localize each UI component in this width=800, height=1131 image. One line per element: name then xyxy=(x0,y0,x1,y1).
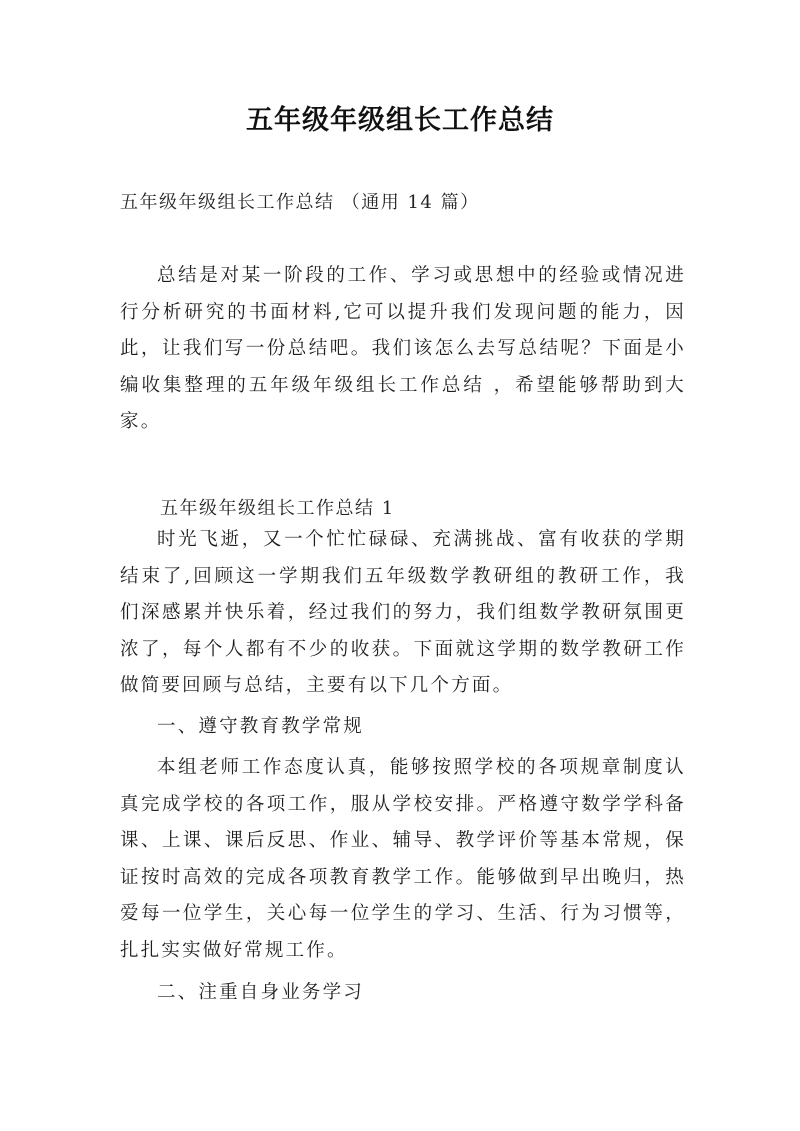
point-paragraph: 本组老师工作态度认真，能够按照学校的各项规章制度认真完成学校的各项工作，服从学校安排。严格遵守数学学科备课、上课、课后反思、作业、辅导、教学评价等基本常规，保证按时高效的完成各项教育教学工作。能够做到早出晚归，热爱每一位学生，关心每一位学生的学习、生活、行为习惯等，扎扎实实做好常规工作。 xyxy=(120,757,686,961)
section-heading: 五年级年级组长工作总结 1 xyxy=(160,498,395,519)
point-heading: 二、注重自身业务学习 xyxy=(157,982,365,1003)
document-subtitle: 五年级年级组长工作总结 （通用 14 篇） xyxy=(120,192,480,213)
point-heading: 一、遵守教育教学常规 xyxy=(157,716,365,737)
section-paragraph: 时光飞逝，又一个忙忙碌碌、充满挑战、富有收获的学期结束了,回顾这一学期我们五年级数学教研组的教研工作，我们深感累并快乐着，经过我们的努力，我们组数学教研氛围更浓了，每个人都有不少的收获。下面就这学期的数学教研工作做简要回顾与总结，主要有以下几个方面。 xyxy=(120,529,686,696)
intro-paragraph: 总结是对某一阶段的工作、学习或思想中的经验或情况进行分析研究的书面材料,它可以提升我们发现问题的能力，因此，让我们写一份总结吧。我们该怎么去写总结呢？下面是小编收集整理的五年级年级组长工作总结 ，希望能够帮助到大家。 xyxy=(120,265,686,432)
document-title: 五年级年级组长工作总结 xyxy=(246,105,554,136)
